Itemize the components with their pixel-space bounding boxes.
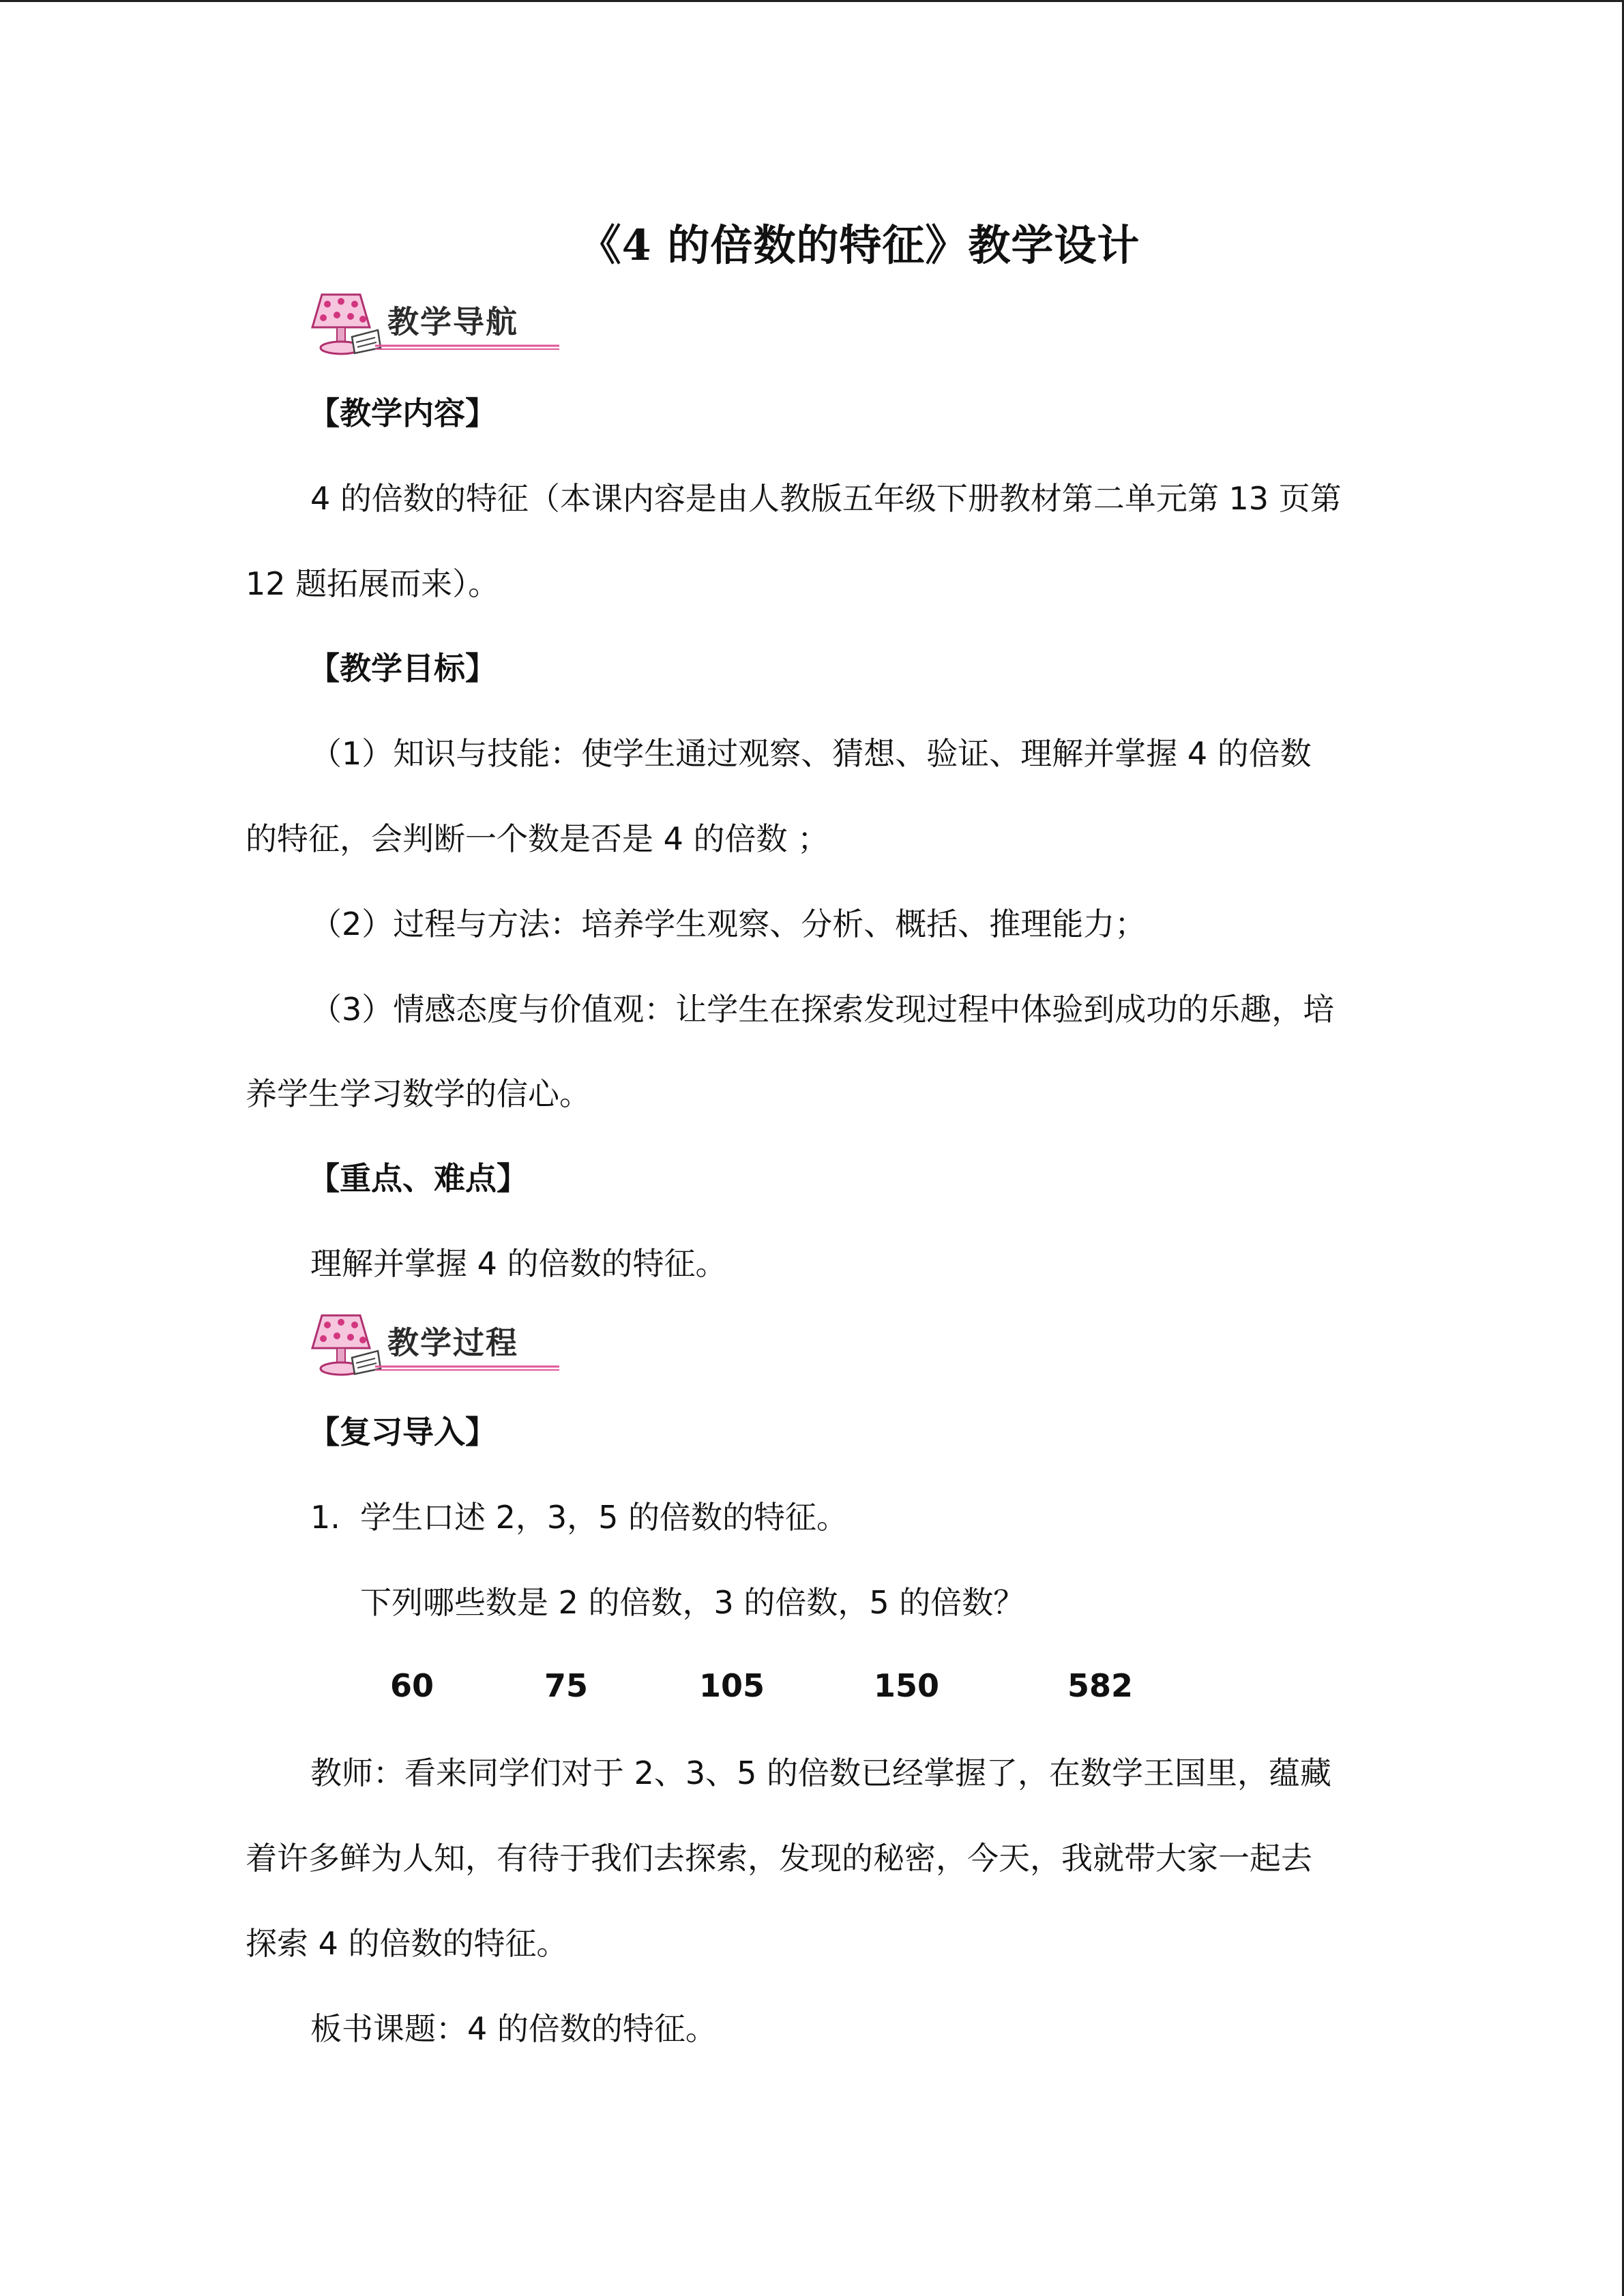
goal-line: 养学生学习数学的信心。 [246,1075,591,1112]
teacher-line: 探索 4 的倍数的特征。 [246,1925,568,1962]
heading-review-intro: 【复习导入】 [308,1414,497,1450]
lamp-icon [307,1306,382,1381]
lamp-icon [307,285,382,360]
banner-label: 教学过程 [387,1324,518,1361]
goal-line: （3）情感态度与价值观：让学生在探索发现过程中体验到成功的乐趣，培 [310,991,1335,1028]
goal-line: （2）过程与方法：培养学生观察、分析、概括、推理能力； [310,906,1147,942]
content-line: 12 题拓展而来）。 [246,565,500,602]
board-title: 板书课题：4 的倍数的特征。 [310,2010,717,2047]
number-item: 60 [390,1667,434,1704]
banner-teaching-navigation [307,285,563,360]
banner-underline [375,1365,559,1371]
content-line: 4 的倍数的特征（本课内容是由人教版五年级下册教材第二单元第 13 页第 [310,480,1342,517]
number-item: 75 [544,1667,589,1704]
number-item: 582 [1067,1667,1134,1704]
number-item: 105 [699,1667,765,1704]
heading-teaching-goals: 【教学目标】 [308,650,497,687]
banner-underline [375,344,559,351]
heading-teaching-content: 【教学内容】 [308,395,497,432]
review-item-number: 1. [310,1499,340,1536]
banner-teaching-process [307,1306,563,1381]
teacher-line: 教师：看来同学们对于 2、3、5 的倍数已经掌握了，在数学王国里，蕴藏 [310,1755,1332,1791]
number-item: 150 [874,1667,940,1704]
heading-key-points: 【重点、难点】 [308,1160,528,1197]
review-question: 下列哪些数是 2 的倍数，3 的倍数，5 的倍数？ [360,1584,1025,1621]
key-points-text: 理解并掌握 4 的倍数的特征。 [310,1245,727,1282]
review-item-text: 学生口述 2，3，5 的倍数的特征。 [360,1499,848,1536]
goal-line: 的特征，会判断一个数是否是 4 的倍数 ； [246,820,829,857]
document-title: 《4 的倍数的特征》教学设计 [578,220,1140,270]
teacher-line: 着许多鲜为人知，有待于我们去探索，发现的秘密，今天，我就带大家一起去 [246,1840,1312,1877]
banner-label: 教学导航 [387,303,518,340]
goal-line: （1）知识与技能：使学生通过观察、猜想、验证、理解并掌握 4 的倍数 [310,735,1312,772]
